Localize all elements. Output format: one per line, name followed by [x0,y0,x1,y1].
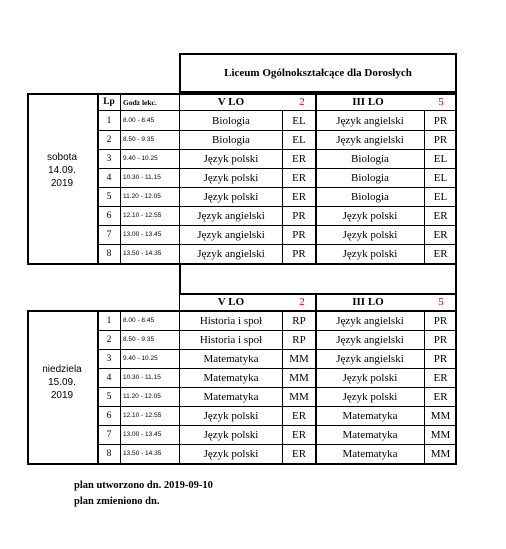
grid-line [97,330,457,331]
grid-line [97,130,457,131]
code-col1: ER [291,428,307,441]
code-col1: RP [292,333,306,346]
subject-col2: Biologia [351,171,389,184]
grid-line [97,244,457,245]
code-col1: EL [292,114,306,127]
lesson-number: 1 [106,115,112,126]
grid-line [97,387,457,388]
grid-line [282,311,283,463]
grid-line [97,110,457,111]
day1-name: sobota [46,151,78,163]
subject-col2: Język angielski [336,133,404,146]
code-col1: ER [291,447,307,460]
subject-col2: Język polski [342,247,398,260]
lesson-time: 12.10 - 12.55 [123,412,162,419]
code-col2: PR [433,314,448,327]
day2-col2-label: III LO [352,296,384,308]
grid-line [97,310,99,463]
lesson-number: 2 [106,334,112,345]
day2-col2-num: 5 [438,296,444,308]
lesson-time: 8.50 - 9.35 [123,336,155,343]
subject-col1: Historia i społ [199,314,263,327]
subject-col1: Język angielski [197,228,265,241]
day2-date: 15.09. [48,377,76,388]
grid-line [97,93,99,263]
code-col1: MM [289,390,309,403]
subject-col1: Język polski [203,171,259,184]
code-col1: MM [289,371,309,384]
grid-line [455,53,457,93]
lesson-number: 4 [106,372,112,383]
subject-col1: Biologia [212,114,250,127]
subject-col1: Biologia [212,133,250,146]
lesson-number: 5 [106,191,112,202]
grid-line [97,149,457,150]
subject-col2: Matematyka [342,409,398,422]
lesson-number: 2 [106,134,112,145]
lesson-number: 3 [106,153,112,164]
subject-col2: Język polski [342,390,398,403]
code-col2: PR [433,333,448,346]
day1-year: 2019 [50,177,74,189]
grid-line [27,93,457,95]
grid-line [97,425,457,426]
subject-col1: Język polski [203,428,259,441]
day1-col2-num: 5 [438,96,444,108]
lesson-number: 1 [106,315,112,326]
code-col1: PR [292,247,306,260]
code-col2: ER [433,390,448,403]
lesson-number: 6 [106,410,112,421]
lesson-time: 8.50 - 9.35 [123,136,155,143]
code-col2: MM [430,447,451,460]
lesson-time: 8.00 - 8.45 [123,317,155,324]
grid-line [179,263,181,293]
subject-col2: Matematyka [342,447,398,460]
subject-col1: Język angielski [197,209,265,222]
subject-col1: Język polski [203,447,259,460]
subject-col1: Język polski [203,152,259,165]
day1-date: 14.09. [48,164,76,176]
day1-label [28,130,96,210]
grid-line [179,93,180,263]
grid-line [455,293,457,465]
grid-line [97,187,457,188]
code-col1: ER [291,171,307,184]
subject-col2: Biologia [351,190,389,203]
lesson-number: 7 [106,229,112,240]
subject-col2: Matematyka [342,428,398,441]
grid-line [120,93,121,263]
lesson-time: 11.20 - 12.05 [123,193,161,200]
lesson-time: 13.50 - 14.35 [123,450,162,457]
grid-line [179,293,457,295]
subject-col1: Język angielski [197,247,265,260]
day1-col2-label: III LO [352,96,384,108]
school-title: Liceum Ogólnokształcące dla Dorosłych [224,67,412,79]
subject-col2: Język polski [342,371,398,384]
header-time: Godz lekc. [123,97,157,107]
subject-col1: Język polski [203,190,259,203]
code-col2: PR [433,114,448,127]
code-col2: EL [433,171,448,184]
grid-line [424,111,425,263]
lesson-time: 9.40 - 10.25 [123,355,158,362]
grid-line [27,310,457,312]
lesson-number: 3 [106,353,112,364]
lesson-time: 13.50 - 14.35 [123,250,162,257]
footer-created: plan utworzono dn. 2019-09-10 [74,480,213,491]
subject-col1: Matematyka [203,352,259,365]
subject-col2: Język polski [342,209,398,222]
grid-line [27,463,457,465]
code-col1: MM [289,352,309,365]
subject-col2: Biologia [351,152,389,165]
grid-line [179,53,181,93]
grid-line [179,293,180,463]
code-col1: EL [292,133,306,146]
day2-name: niedziela [42,364,82,375]
code-col1: ER [291,152,307,165]
grid-line [315,93,317,263]
grid-line [179,53,457,55]
day2-label [28,355,96,410]
lesson-time: 9.40 - 10.25 [123,155,158,162]
day1-col1-label: V LO [217,96,245,108]
code-col2: ER [433,209,448,222]
day2-col1-label: V LO [217,296,245,308]
grid-line [455,93,457,265]
code-col1: ER [291,190,307,203]
code-col2: EL [433,152,448,165]
lesson-number: 7 [106,429,112,440]
grid-line [97,349,457,350]
subject-col1: Język polski [203,409,259,422]
grid-line [27,310,29,465]
subject-col2: Język polski [342,228,398,241]
grid-line [315,293,317,463]
lesson-number: 5 [106,391,112,402]
grid-line [97,206,457,207]
subject-col1: Matematyka [203,371,259,384]
code-col2: PR [433,352,448,365]
code-col2: PR [433,133,448,146]
grid-line [455,263,457,293]
grid-line [424,311,425,463]
lesson-time: 10.30 - 11.15 [123,174,161,181]
grid-line [97,368,457,369]
lesson-number: 6 [106,210,112,221]
code-col1: PR [292,209,306,222]
code-col1: ER [291,409,307,422]
grid-line [27,263,457,265]
code-col2: MM [430,409,451,422]
code-col2: ER [433,228,448,241]
grid-line [97,225,457,226]
lesson-time: 13.00 - 13.45 [123,231,162,238]
subject-col1: Matematyka [203,390,259,403]
grid-line [97,444,457,445]
subject-col2: Język angielski [336,352,404,365]
lesson-time: 12.10 - 12.55 [123,212,162,219]
day2-year: 2019 [50,390,74,401]
lesson-time: 13.00 - 13.45 [123,431,162,438]
grid-line [97,406,457,407]
day1-col1-num: 2 [299,96,305,108]
lesson-time: 8.00 - 8.45 [123,117,155,124]
subject-col1: Historia i społ [199,333,263,346]
lesson-number: 8 [106,448,112,459]
footer-modified: plan zmieniono dn. [74,496,160,507]
day2-col1-num: 2 [299,296,305,308]
code-col1: PR [292,228,306,241]
code-col2: ER [433,247,448,260]
grid-line [282,111,283,263]
subject-col2: Język angielski [336,333,404,346]
grid-line [97,168,457,169]
lesson-number: 4 [106,172,112,183]
grid-line [27,93,29,265]
header-lp: Lp [103,97,115,107]
code-col2: ER [433,371,448,384]
subject-col2: Język angielski [336,114,404,127]
subject-col2: Język angielski [336,314,404,327]
code-col2: MM [430,428,451,441]
code-col1: RP [292,314,306,327]
lesson-time: 11.20 - 12.05 [123,393,161,400]
lesson-number: 8 [106,248,112,259]
code-col2: EL [433,190,448,203]
grid-line [120,310,121,463]
lesson-time: 10.30 - 11.15 [123,374,161,381]
